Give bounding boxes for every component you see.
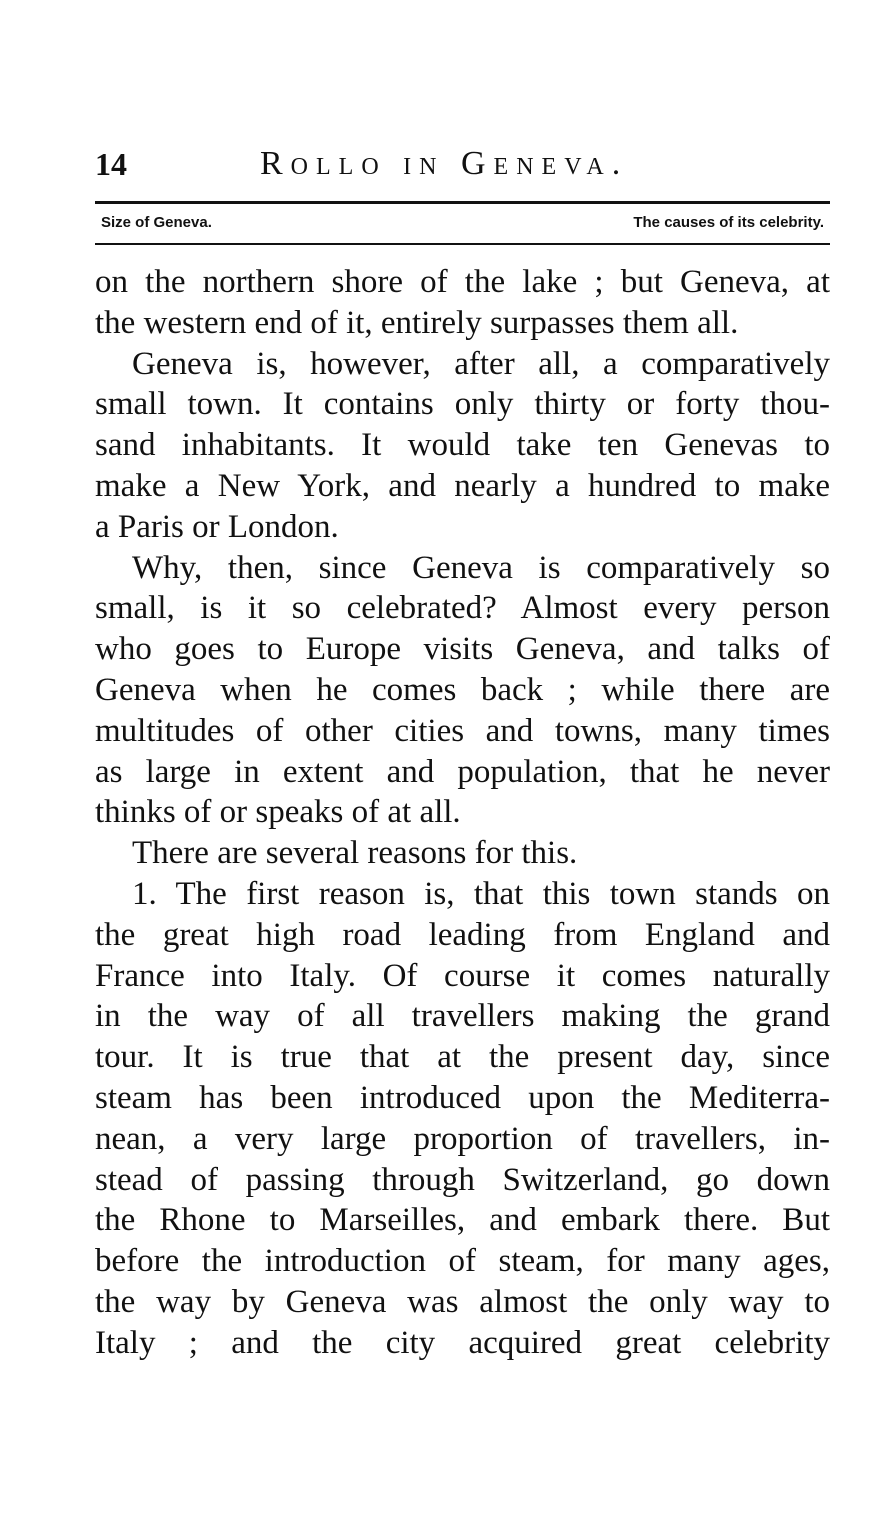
text-line: small town. It contains only thirty or forty thou- [95,386,830,423]
text-line: stead of passing through Switzerland, go down [95,1161,830,1198]
text-line: thinks of or speaks of at all. [95,794,461,831]
text-line: the great high road leading from England and [95,916,830,953]
text-line: There are several reasons for this. [132,835,578,872]
top-rule [95,201,830,204]
text-line: the Rhone to Marseilles, and embark there. But [95,1202,830,1239]
text-line: multitudes of other cities and towns, many times [95,712,830,749]
page-number: 14 [95,146,127,182]
body-text [95,262,830,1364]
text-line: the way by Geneva was almost the only way to [95,1283,830,1320]
bottom-rule [95,243,830,245]
text-line: before the introduction of steam, for many ages, [95,1243,830,1280]
text-line: Geneva when he comes back ; while there are [95,671,830,708]
text-line: make a New York, and nearly a hundred to make [95,467,830,504]
text-line: on the northern shore of the lake ; but Geneva, at [95,264,830,300]
text-line: in the way of all travellers making the grand [95,998,830,1035]
text-line: Italy ; and the city acquired great celebrity [95,1324,830,1361]
text-line: tour. It is true that at the present day, since [95,1039,830,1076]
side-notes [101,210,824,236]
text-line: Why, then, since Geneva is comparatively so [132,549,830,586]
side-note-right: The causes of its celebrity. [633,214,824,231]
text-line: a Paris or London. [95,508,339,545]
text-line: 1. The first reason is, that this town stands on [132,875,830,912]
text-line: small, is it so celebrated? Almost every person [95,590,830,627]
text-line: Geneva is, however, after all, a comparatively [132,345,830,382]
side-note-left: Size of Geneva. [101,214,212,231]
text-line: who goes to Europe visits Geneva, and talks of [95,631,830,668]
text-line: steam has been introduced upon the Mediterra- [95,1079,830,1116]
running-title: Rollo in Geneva. [260,145,629,182]
page-header [95,144,830,184]
text-line: sand inhabitants. It would take ten Genevas to [95,427,830,464]
text-line: as large in extent and population, that he never [95,753,830,790]
text-line: nean, a very large proportion of travellers, in- [95,1120,830,1157]
text-line: France into Italy. Of course it comes naturally [95,957,830,994]
text-line: the western end of it, entirely surpasses them all. [95,304,739,341]
